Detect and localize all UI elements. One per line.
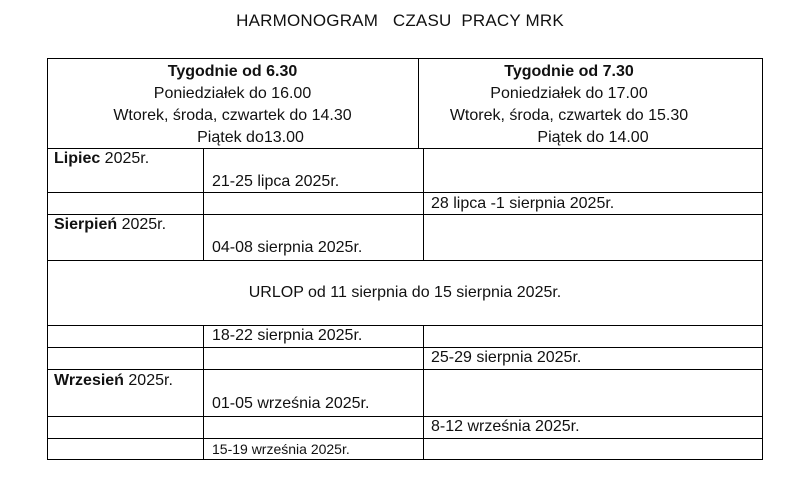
week-cell: 25-29 sierpnia 2025r. xyxy=(431,349,582,366)
week-cell: 28 lipca -1 sierpnia 2025r. xyxy=(431,195,615,212)
header-line: Poniedziałek do 17.00 xyxy=(490,85,648,102)
column-divider xyxy=(203,325,204,460)
row-border xyxy=(47,347,763,348)
row-border xyxy=(47,416,763,417)
week-cell: 8-12 września 2025r. xyxy=(431,418,580,435)
month-year: 2025r. xyxy=(100,150,150,167)
month-label-july xyxy=(54,149,149,169)
vacation-row: URLOP od 11 sierpnia do 15 sierpnia 2025r. xyxy=(248,284,562,301)
header-line: Wtorek, środa, czwartek do 15.30 xyxy=(449,107,689,124)
month-year: 2025r. xyxy=(117,216,167,233)
week-cell: 04-08 sierpnia 2025r. xyxy=(212,239,363,256)
row-border xyxy=(47,325,763,326)
table-border-bottom xyxy=(47,459,763,460)
header-cell-late-shift xyxy=(419,61,719,149)
header-heading: Tygodnie od 6.30 xyxy=(167,63,298,80)
table-border-top xyxy=(47,58,763,59)
row-border xyxy=(47,369,763,370)
week-cell: 01-05 września 2025r. xyxy=(212,395,370,412)
month-name: Wrzesień xyxy=(54,372,124,389)
column-divider xyxy=(423,325,424,460)
row-border xyxy=(47,260,763,261)
row-border xyxy=(47,192,763,193)
header-line: Piątek do 14.00 xyxy=(537,129,649,146)
header-cell-early-shift xyxy=(47,61,418,149)
month-label-august xyxy=(54,215,166,235)
column-divider xyxy=(423,148,424,261)
week-cell: 15-19 września 2025r. xyxy=(212,441,350,457)
header-heading: Tygodnie od 7.30 xyxy=(504,63,634,80)
week-cell: 21-25 lipca 2025r. xyxy=(212,173,340,190)
document-title: HARMONOGRAM CZASU PRACY MRK xyxy=(236,11,564,30)
header-line: Piątek do13.00 xyxy=(197,129,304,146)
column-divider xyxy=(203,148,204,261)
week-cell: 18-22 sierpnia 2025r. xyxy=(212,327,363,344)
month-year: 2025r. xyxy=(123,372,173,389)
header-line: Wtorek, środa, czwartek do 14.30 xyxy=(113,107,352,124)
row-border xyxy=(47,438,763,439)
header-line: Poniedziałek do 16.00 xyxy=(153,85,312,102)
table-border-right xyxy=(762,58,763,460)
month-name: Sierpień xyxy=(54,216,118,233)
month-name: Lipiec xyxy=(54,150,101,167)
month-label-september xyxy=(54,371,173,391)
